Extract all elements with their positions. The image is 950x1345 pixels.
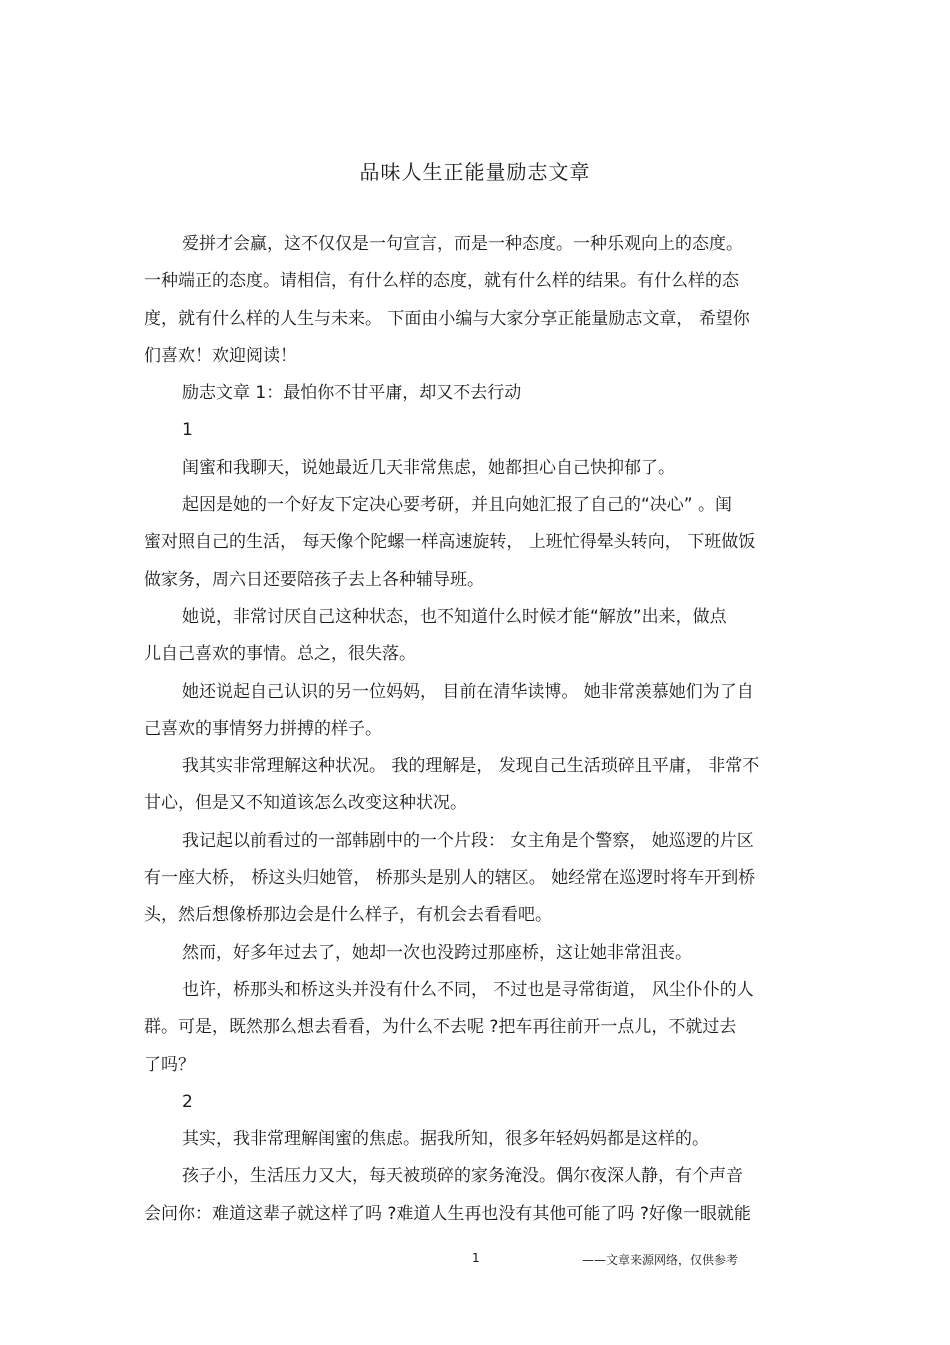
text-line: 其实，我非常理解闺蜜的焦虑。据我所知，很多年轻妈妈都是这样的。 [182, 1129, 709, 1150]
text-line: 励志文章 1：最怕你不甘平庸，却又不去行动 [182, 383, 522, 404]
text-line: 爱拼才会赢，这不仅仅是一句宣言，而是一种态度。一种乐观向上的态度。 [182, 234, 743, 254]
text-line: 有一座大桥， 桥这头归她管， 桥那头是别人的辖区。 她经常在巡逻时将车开到桥 [144, 868, 756, 889]
text-line: 一种端正的态度。请相信，有什么样的态度，就有什么样的结果。有什么样的态 [144, 271, 739, 292]
text-line: 她说，非常讨厌自己这种状态，也不知道什么时候才能“解放”出来，做点 [182, 606, 727, 627]
text-line: 头，然后想像桥那边会是什么样子，有机会去看看吧。 [144, 905, 552, 926]
text-line: 们喜欢！欢迎阅读！ [144, 345, 297, 366]
page-number: 1 [472, 1251, 480, 1265]
text-line: 儿自己喜欢的事情。总之，很失落。 [144, 644, 416, 665]
text-line: 度，就有什么样的人生与未来。 下面由小编与大家分享正能量励志文章， 希望你 [144, 308, 750, 329]
text-line: 己喜欢的事情努力拼搏的样子。 [144, 718, 382, 739]
text-line: 甘心，但是又不知道该怎么改变这种状况。 [144, 793, 467, 814]
text-line: 蜜对照自己的生活， 每天像个陀螺一样高速旋转， 上班忙得晕头转向， 下班做饭 [144, 532, 756, 553]
text-line: 会问你：难道这辈子就这样了吗 ?难道人生再也没有其他可能了吗 ?好像一眼就能 [144, 1203, 751, 1224]
text-line: 1 [182, 420, 193, 441]
text-line: 我其实非常理解这种状况。 我的理解是， 发现自己生活琐碎且平庸， 非常不 [182, 756, 760, 777]
article-body [144, 230, 808, 1237]
page-title: 品味人生正能量励志文章 [359, 160, 591, 184]
text-line: 了吗？ [144, 1054, 195, 1075]
text-line: 起因是她的一个好友下定决心要考研，并且向她汇报了自己的“决心” 。闺 [182, 495, 733, 516]
text-line: 2 [182, 1091, 193, 1112]
text-line: 群。可是，既然那么想去看看，为什么不去呢 ?把车再往前开一点儿，不就过去 [144, 1017, 737, 1038]
text-line: 然而，好多年过去了，她却一次也没跨过那座桥，这让她非常沮丧。 [182, 942, 692, 963]
text-line: 闺蜜和我聊天，说她最近几天非常焦虑，她都担心自己快抑郁了。 [182, 457, 675, 478]
text-line: 孩子小，生活压力又大，每天被琐碎的家务淹没。偶尔夜深人静，有个声音 [182, 1166, 743, 1187]
source-note: ——文章来源网络，仅供参考 [582, 1253, 739, 1267]
text-line: 做家务，周六日还要陪孩子去上各种辅导班。 [144, 569, 484, 590]
text-line: 她还说起自己认识的另一位妈妈， 目前在清华读博。 她非常羡慕她们为了自 [182, 681, 754, 702]
text-line: 也许，桥那头和桥这头并没有什么不同， 不过也是寻常街道， 风尘仆仆的人 [182, 979, 754, 1000]
text-line: 我记起以前看过的一部韩剧中的一个片段： 女主角是个警察， 她巡逻的片区 [182, 830, 754, 851]
